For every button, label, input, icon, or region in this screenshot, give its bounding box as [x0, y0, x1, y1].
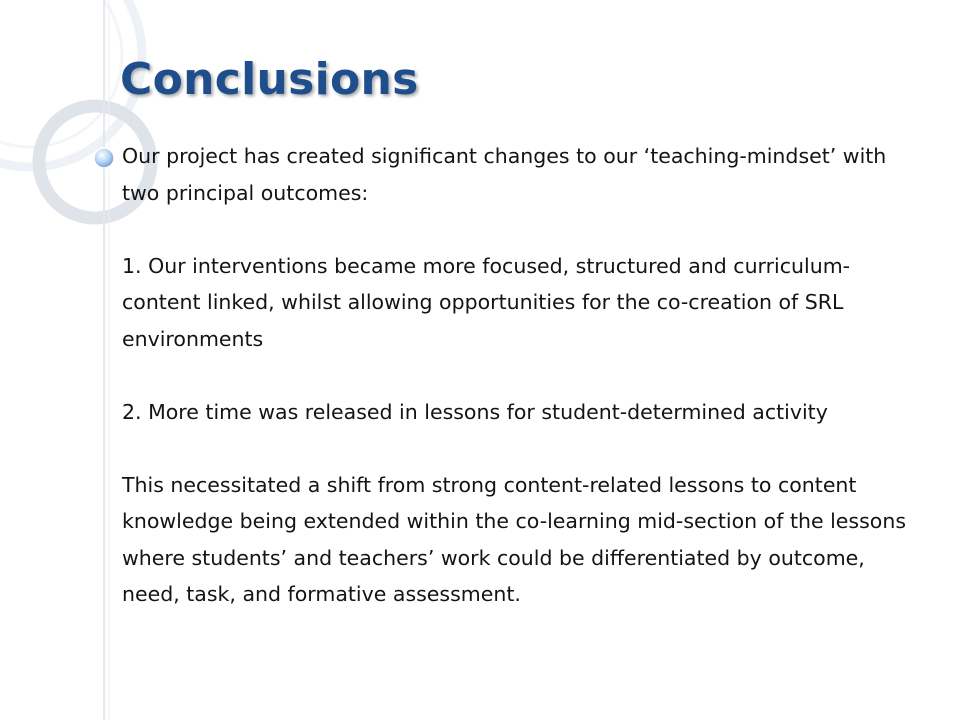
- paragraph-outcome-2: 2. More time was released in lessons for student-determined activity: [122, 399, 828, 424]
- slide-body: [122, 138, 912, 613]
- slide-title: Conclusions: [120, 54, 419, 105]
- bullet-dot-icon: [94, 148, 114, 168]
- paragraph-conclusion: This necessitated a shift from strong content-related lessons to content knowledge being extended within the co-learning mid-section of the lessons where students’ and teachers’ work could be differentiated by outcome, need, task, and formative assessment.: [122, 472, 906, 606]
- paragraph-intro: Our project has created significant changes to our ‘teaching-mindset’ with two principal outcomes:: [122, 144, 887, 205]
- paragraph-outcome-1: 1. Our interventions became more focused, structured and curriculum-content linked, whilst allowing opportunities for the co-creation of SRL environments: [122, 253, 851, 351]
